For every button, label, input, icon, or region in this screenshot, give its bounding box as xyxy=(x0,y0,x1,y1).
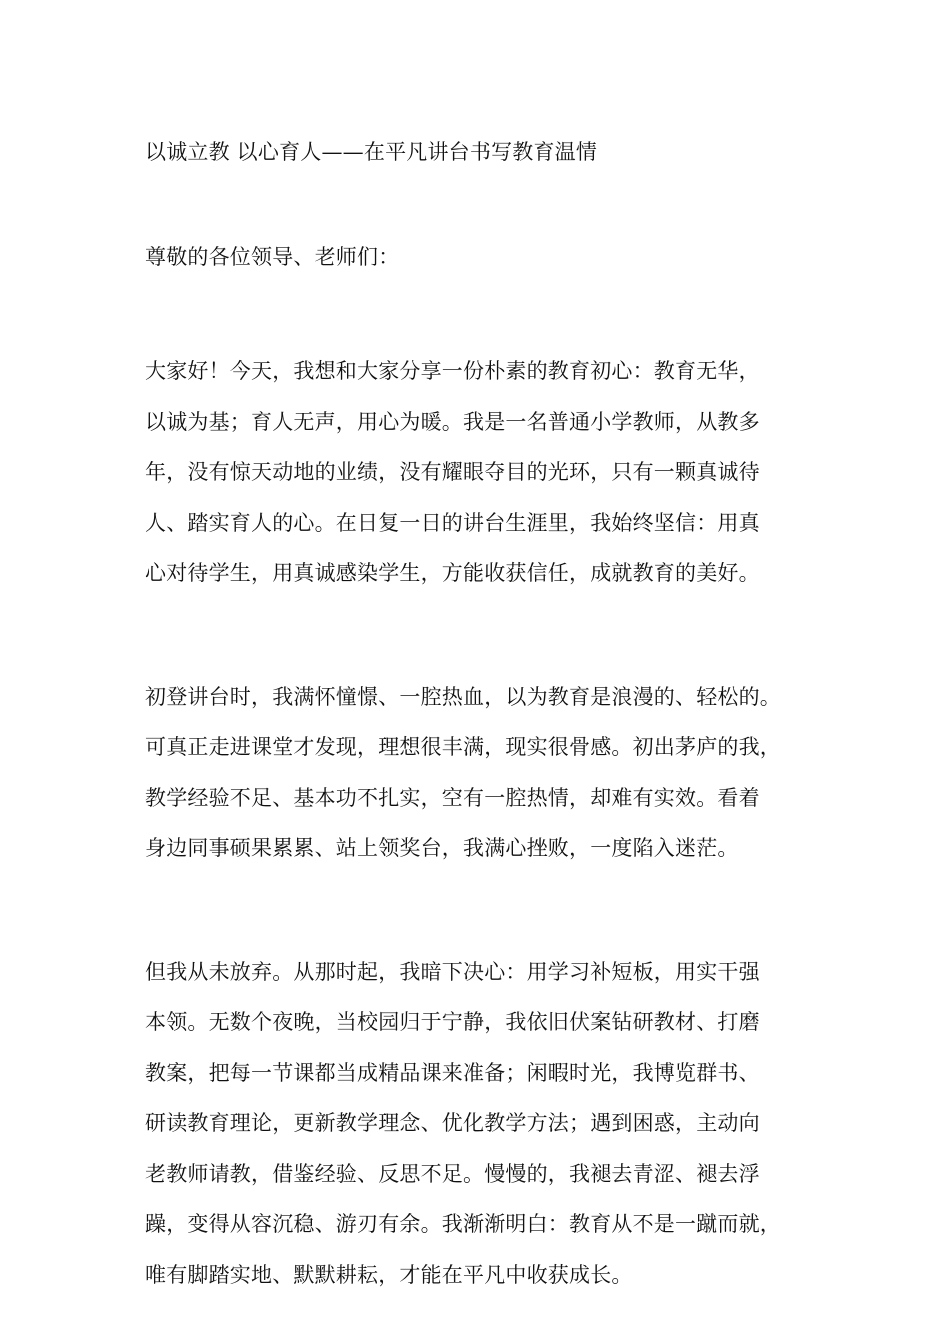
paragraph-line: 年，没有惊天动地的业绩，没有耀眼夺目的光环，只有一颗真诚待 xyxy=(145,460,760,484)
paragraph-line: 大家好！今天，我想和大家分享一份朴素的教育初心：教育无华， xyxy=(145,359,760,383)
paragraph-growth xyxy=(145,947,825,1301)
paragraph-line: 躁，变得从容沉稳、游刃有余。我渐渐明白：教育从不是一蹴而就， xyxy=(145,1212,781,1236)
paragraph-line: 以诚为基；育人无声，用心为暖。我是一名普通小学教师，从教多 xyxy=(145,409,760,434)
paragraph-line: 身边同事硕果累累、站上领奖台，我满心挫败，一度陷入迷茫。 xyxy=(145,836,739,860)
paragraph-line: 可真正走进课堂才发现，理想很丰满，现实很骨感。初出茅庐的我， xyxy=(145,735,781,759)
paragraph-line: 人、踏实育人的心。在日复一日的讲台生涯里，我始终坚信：用真 xyxy=(145,510,760,535)
paragraph-line: 教案，把每一节课都当成精品课来准备；闲暇时光，我博览群书、 xyxy=(145,1060,760,1085)
document-content xyxy=(145,136,825,1300)
paragraph-line: 研读教育理论，更新教学理念、优化教学方法；遇到困惑，主动向 xyxy=(145,1111,760,1135)
salutation: 尊敬的各位领导、老师们： xyxy=(145,245,400,269)
paragraph-introduction xyxy=(145,346,825,599)
paragraph-line: 但我从未放弃。从那时起，我暗下决心：用学习补短板，用实干强 xyxy=(145,959,760,984)
paragraph-line: 本领。无数个夜晚，当校园归于宁静，我依旧伏案钻研教材、打磨 xyxy=(145,1010,760,1034)
paragraph-line: 教学经验不足、基本功不扎实，空有一腔热情，却难有实效。看着 xyxy=(145,785,760,810)
paragraph-line: 唯有脚踏实地、默默耕耘，才能在平凡中收获成长。 xyxy=(145,1262,633,1287)
paragraph-line: 老教师请教，借鉴经验、反思不足。慢慢的，我褪去青涩、褪去浮 xyxy=(145,1161,760,1186)
document-title: 以诚立教 以心育人——在平凡讲台书写教育温情 xyxy=(145,140,598,164)
paragraph-line: 初登讲台时，我满怀憧憬、一腔热血，以为教育是浪漫的、轻松的。 xyxy=(145,684,781,709)
paragraph-line: 心对待学生，用真诚感染学生，方能收获信任，成就教育的美好。 xyxy=(145,561,760,585)
paragraph-early-teaching xyxy=(145,672,825,874)
